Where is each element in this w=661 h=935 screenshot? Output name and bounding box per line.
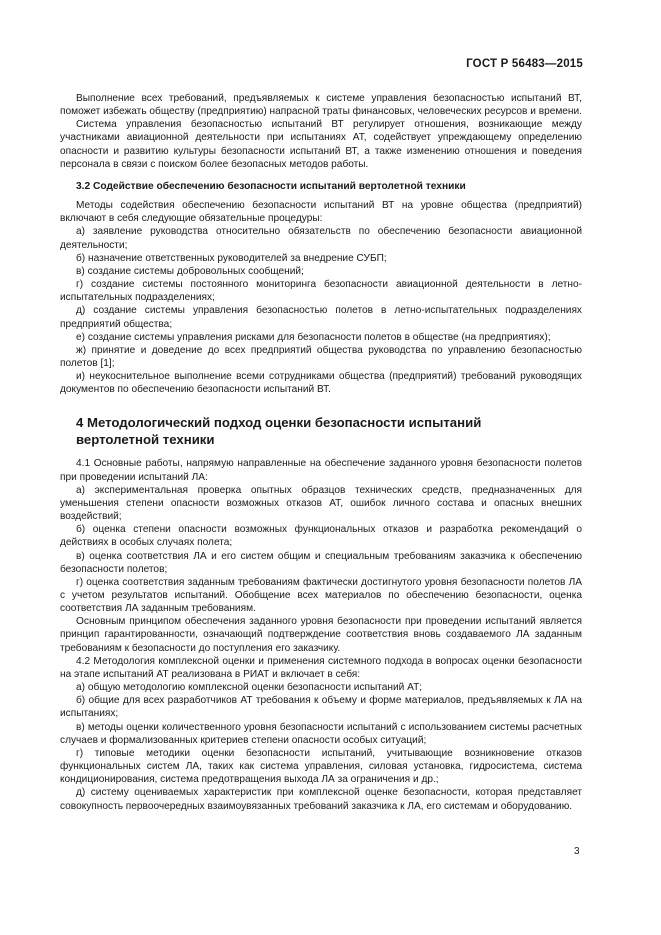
section-4-1-paragraph: 4.1 Основные работы, напрямую направленные на обеспечение заданного уровня безопасности полетов при проведении испытаний ЛА: <box>60 458 582 483</box>
list-item: г) оценка соответствия заданным требованиям фактически достигнутого уровня безопасности полетов ЛА с учетом результатов испытаний. Обобщение всех материалов по обеспечению безопасности, оценка соответствия ЛА заданным требованиям. <box>60 576 582 615</box>
list-item: ж) принятие и доведение до всех предприятий общества руководства по управлению безопасностью полетов [1]; <box>60 344 582 369</box>
page-number: 3 <box>574 846 580 857</box>
list-item: а) заявление руководства относительно обязательств по обеспечению безопасности авиационной деятельности; <box>60 226 582 251</box>
list-item: и) неукоснительное выполнение всеми сотрудниками общества (предприятий) требований руководящих документов по обеспечению безопасности испытаний ВТ. <box>60 371 582 396</box>
list-item: г) создание системы постоянного мониторинга безопасности авиационной деятельности в летно-испытательных подразделениях; <box>60 279 582 304</box>
list-item: в) методы оценки количественного уровня безопасности испытаний с использованием системы расчетных случаев и формализованных критериев степени опасности особых ситуаций; <box>60 721 582 746</box>
section-4-2-paragraph: 4.2 Методология комплексной оценки и применения системного подхода в вопросах оценки безопасности на этапе испытаний АТ реализована в РИАТ и включает в себя: <box>60 655 582 680</box>
list-item: г) типовые методики оценки безопасности испытаний, учитывающие возникновение отказов функциональных систем ЛА, таких как система управления, силовая установка, гидросистема, система кондиционирования, система предотвращения выхода ЛА за ограничения и др.; <box>60 747 582 786</box>
list-item: б) назначение ответственных руководителей за внедрение СУБП; <box>76 252 387 264</box>
list-item: в) оценка соответствия ЛА и его систем общим и специальным требованиям заказчика к обеспечению безопасности полетов; <box>60 550 582 575</box>
list-item: б) оценка степени опасности возможных функциональных отказов и разработка рекомендаций о действиях в особых случаях полета; <box>60 524 582 549</box>
list-item: е) создание системы управления рисками для безопасности полетов в обществе (на предприятиях); <box>76 331 551 343</box>
list-item: а) общую методологию комплексной оценки безопасности испытаний АТ; <box>76 682 423 694</box>
principle-paragraph: Основным принципом обеспечения заданного уровня безопасности при проведении испытаний является принцип гарантированности, означающий подтверждение соответствия вновь создаваемого ЛА заданным требованиям к безопасности до поступления его заказчику. <box>60 616 582 654</box>
intro-paragraph: Выполнение всех требований, предъявляемых к системе управления безопасностью испытаний ВТ, поможет избежать обществу (предприятию) напрасной траты финансовых, человеческих ресурсов и времени. <box>60 93 582 118</box>
section-4-heading: 4 Методологический подход оценки безопасности испытаний вертолетной техники <box>76 415 482 448</box>
page-body <box>60 92 582 813</box>
intro-paragraph: Система управления безопасностью испытаний ВТ регулирует отношения, возникающие между участниками авиационной деятельности при испытаниях АТ, содействует упреждающему определению опасности и развитию культуры безопасности испытаний ВТ, а также изменению отношения и поведения персонала в связи с поиском более безопасных методов работы. <box>60 119 582 170</box>
list-item: д) систему оцениваемых характеристик при комплексной оценке безопасности, которая представляет совокупность первоочередных взаимоувязанных требований заказчика к ЛА, его системам и оборудованию. <box>60 787 582 812</box>
list-item: в) создание системы добровольных сообщений; <box>76 265 304 277</box>
list-item: а) экспериментальная проверка опытных образцов технических средств, предназначенных для уменьшения степени опасности возможных отказов АТ, ошибок личного состава и опасных внешних воздействий; <box>60 484 582 523</box>
document-header: ГОСТ Р 56483—2015 <box>466 58 583 70</box>
section-3-2-lead: Методы содействия обеспечению безопасности испытаний ВТ на уровне общества (предприятий) включают в себя следующие обязательные процедуры: <box>60 200 582 225</box>
section-3-2-heading: 3.2 Содействие обеспечению безопасности испытаний вертолетной техники <box>76 180 466 192</box>
list-item: б) общие для всех разработчиков АТ требования к объему и форме материалов, предъявляемых к ЛА на испытаниях; <box>60 695 582 720</box>
list-item: д) создание системы управления безопасностью полетов в летно-испытательных подразделениях предприятий общества; <box>60 305 582 330</box>
